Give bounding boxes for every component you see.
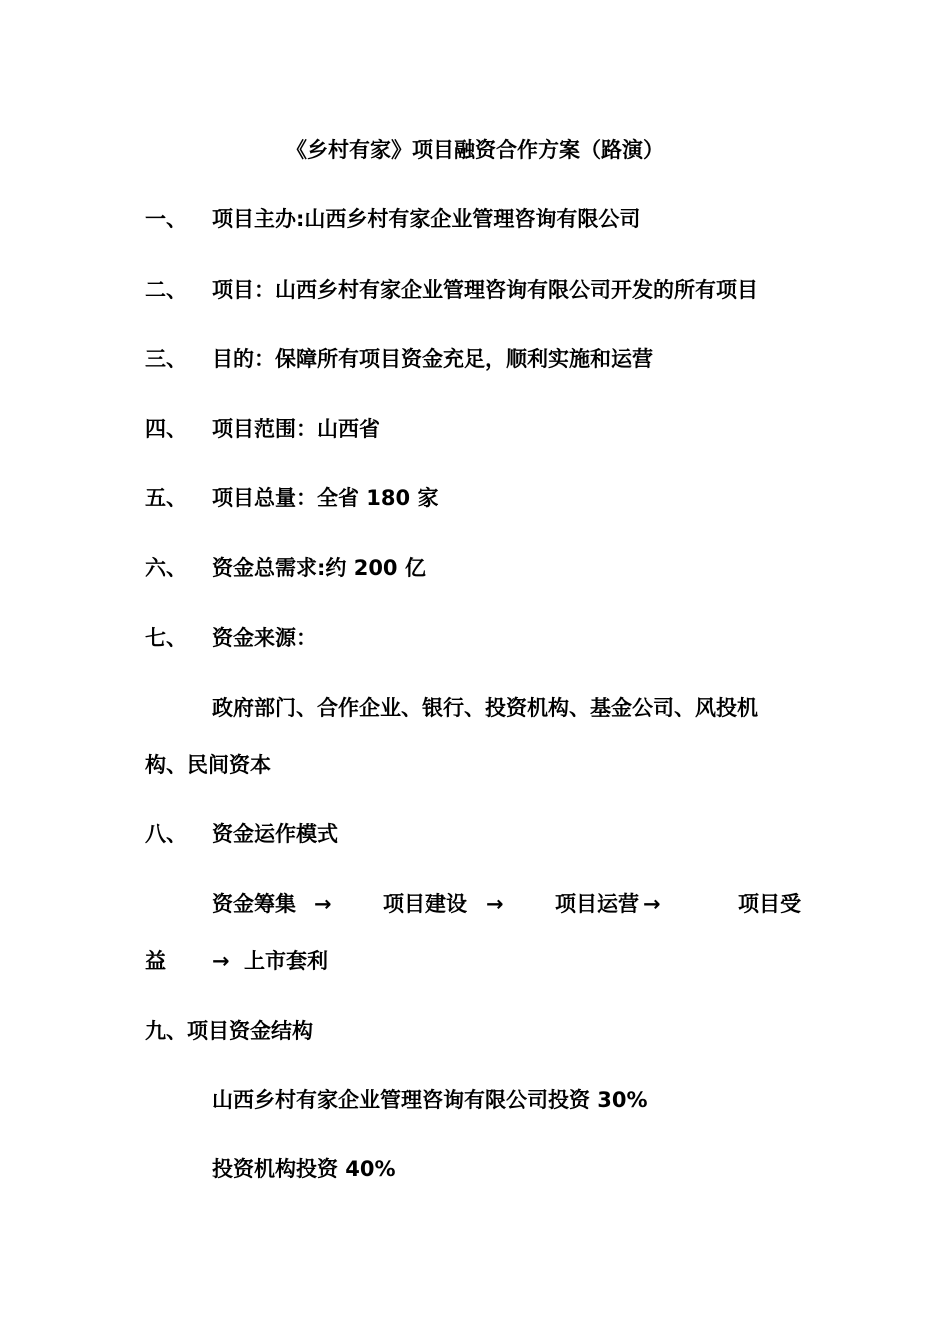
section-text: 项目总量：全省 180 家 bbox=[212, 486, 439, 510]
structure-item-company: 山西乡村有家企业管理咨询有限公司投资 30% bbox=[212, 1088, 648, 1112]
flow-step-benefit-part2: 益 bbox=[145, 949, 166, 973]
section-number: 三、 bbox=[145, 347, 187, 371]
flow-step-construction: 项目建设 bbox=[383, 892, 467, 916]
section-number: 四、 bbox=[145, 417, 187, 441]
funding-sources-line-1: 政府部门、合作企业、银行、投资机构、基金公司、风投机 bbox=[212, 696, 758, 720]
flow-arrow-icon: → bbox=[314, 892, 332, 916]
flow-step-operation: 项目运营 bbox=[555, 892, 639, 916]
flow-arrow-icon: → bbox=[486, 892, 504, 916]
document-title: 《乡村有家》项目融资合作方案（路演） bbox=[286, 138, 664, 162]
section-text: 项目主办:山西乡村有家企业管理咨询有限公司 bbox=[212, 207, 641, 231]
section-text: 目的：保障所有项目资金充足，顺利实施和运营 bbox=[212, 347, 653, 371]
section-number: 二、 bbox=[145, 278, 187, 302]
section-number: 八、 bbox=[145, 822, 187, 846]
section-text: 项目：山西乡村有家企业管理咨询有限公司开发的所有项目 bbox=[212, 278, 758, 302]
section-text: 资金运作模式 bbox=[212, 822, 338, 846]
flow-step-benefit-part1: 项目受 bbox=[738, 892, 801, 916]
section-number: 六、 bbox=[145, 556, 187, 580]
flow-step-listing: 上市套利 bbox=[244, 949, 328, 973]
flow-arrow-icon: → bbox=[643, 892, 661, 916]
section-number: 五、 bbox=[145, 486, 187, 510]
section-number: 一、 bbox=[145, 207, 187, 231]
structure-item-investors: 投资机构投资 40% bbox=[212, 1157, 396, 1181]
section-text: 资金来源： bbox=[212, 626, 317, 650]
section-text: 项目范围：山西省 bbox=[212, 417, 380, 441]
flow-step-fundraising: 资金筹集 bbox=[212, 892, 296, 916]
section-number: 七、 bbox=[145, 626, 187, 650]
section-text: 资金总需求:约 200 亿 bbox=[212, 556, 426, 580]
section-9-heading: 九、项目资金结构 bbox=[145, 1019, 313, 1043]
flow-arrow-icon: → bbox=[212, 949, 230, 973]
funding-sources-line-2: 构、民间资本 bbox=[145, 753, 271, 777]
